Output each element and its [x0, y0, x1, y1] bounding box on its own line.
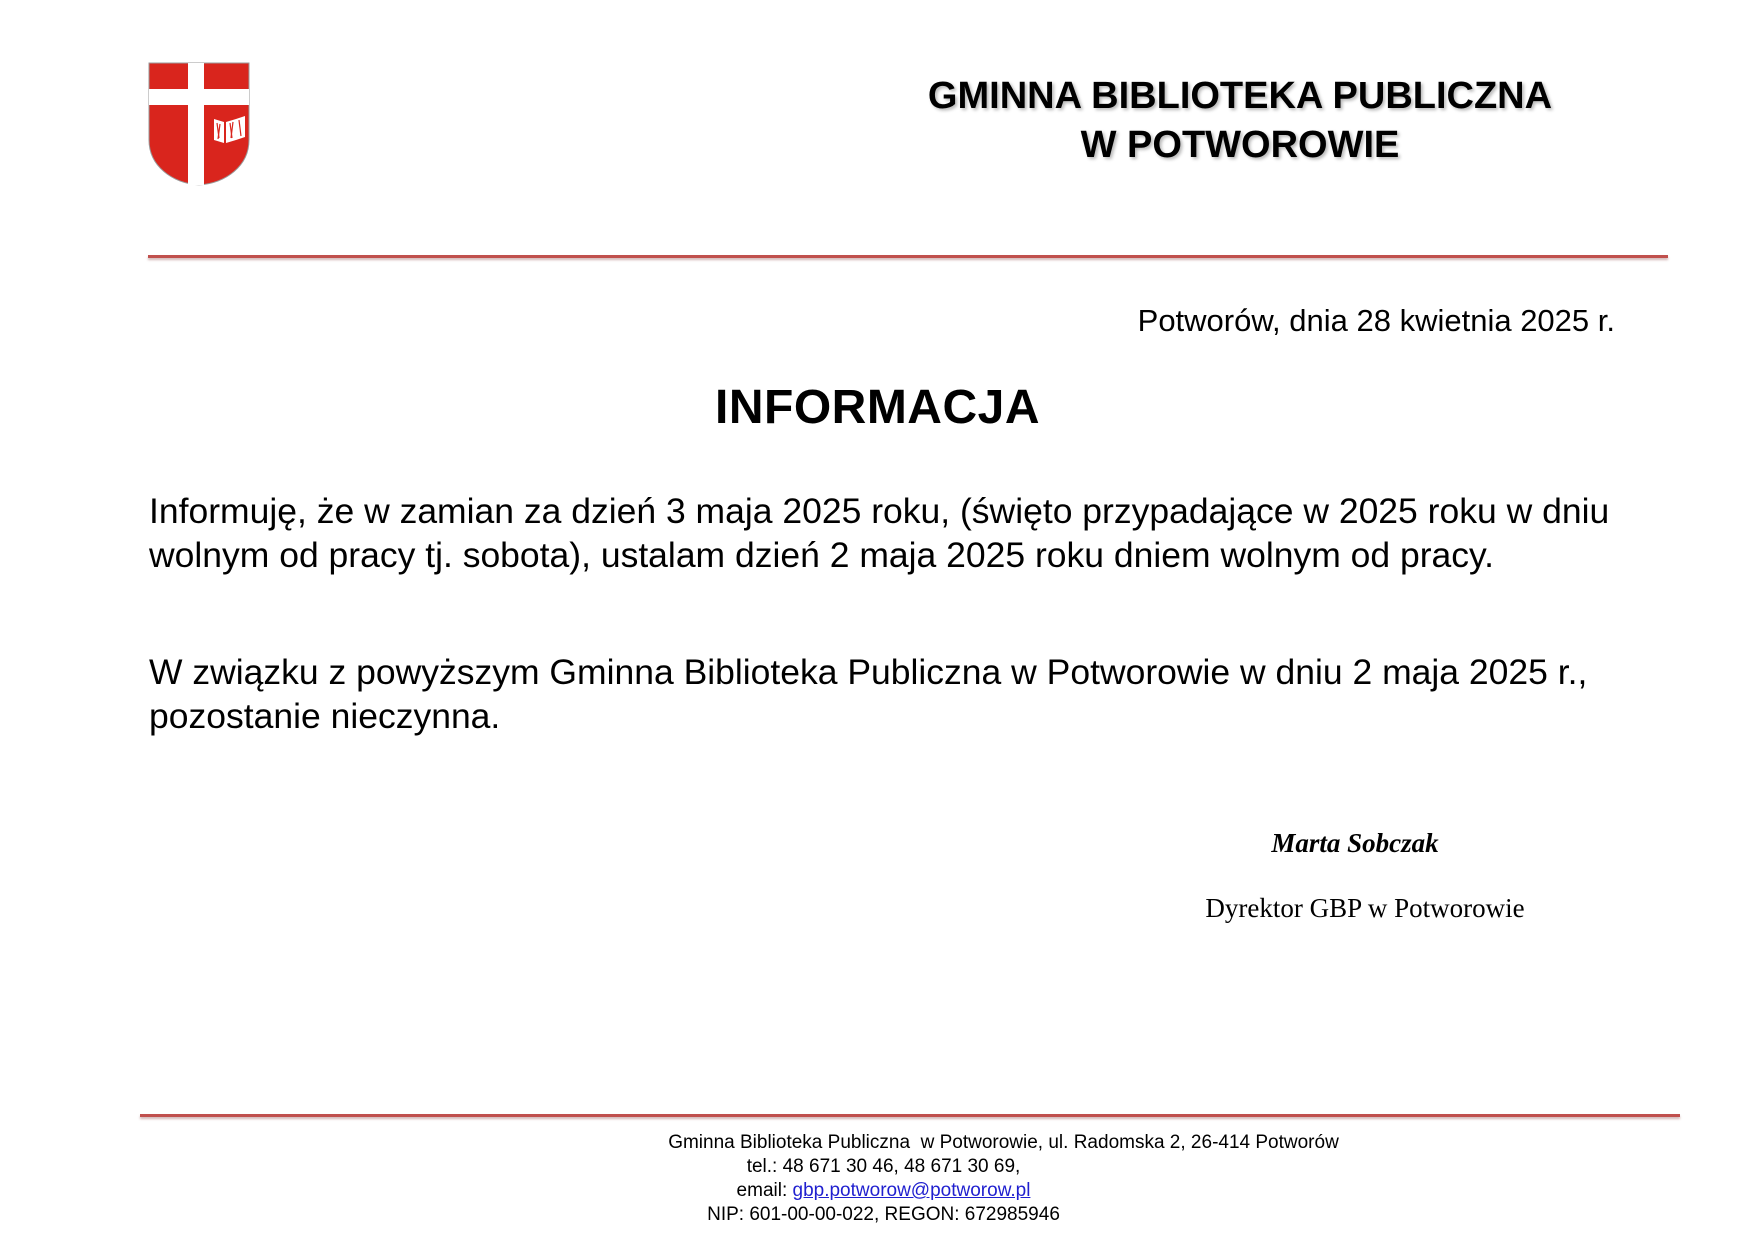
header-divider — [148, 255, 1668, 258]
library-name-title: GMINNA BIBLIOTEKA PUBLICZNA — [927, 75, 1553, 117]
coat-of-arms-shield-icon — [148, 62, 250, 186]
footer-email-line — [6, 1179, 1755, 1203]
footer-email-link[interactable]: gbp.potworow@potworow.pl — [792, 1180, 1031, 1201]
signatory-name: Marta Sobczak — [1271, 828, 1439, 858]
footer-tax-ids: NIP: 601-00-00-022, REGON: 672985946 — [707, 1204, 1060, 1225]
document-date: Potworów, dnia 28 kwietnia 2025 r. — [1137, 303, 1615, 338]
body-paragraph-2: W związku z powyższym Gminna Biblioteka Publiczna w Potworowie w dniu 2 maja 2025 r., pozostanie nieczynna. — [149, 652, 1588, 736]
document-title: INFORMACJA — [715, 381, 1040, 434]
footer-divider — [140, 1114, 1680, 1117]
signatory-role: Dyrektor GBP w Potworowie — [1205, 893, 1525, 923]
footer-phone: tel.: 48 671 30 46, 48 671 30 69, — [746, 1156, 1021, 1177]
library-location-title: W POTWOROWIE — [1080, 124, 1400, 166]
footer-email-label: email: — [736, 1180, 793, 1201]
body-paragraph-1: Informuję, że w zamian za dzień 3 maja 2025 roku, (święto przypadające w 2025 roku w dniu wolnym od pracy tj. sobota), ustalam dzień 2 maja 2025 roku dniem wolnym od pracy. — [149, 491, 1610, 575]
footer-address: Gminna Biblioteka Publiczna w Potworowie, ul. Radomska 2, 26-414 Potworów — [668, 1132, 1339, 1153]
